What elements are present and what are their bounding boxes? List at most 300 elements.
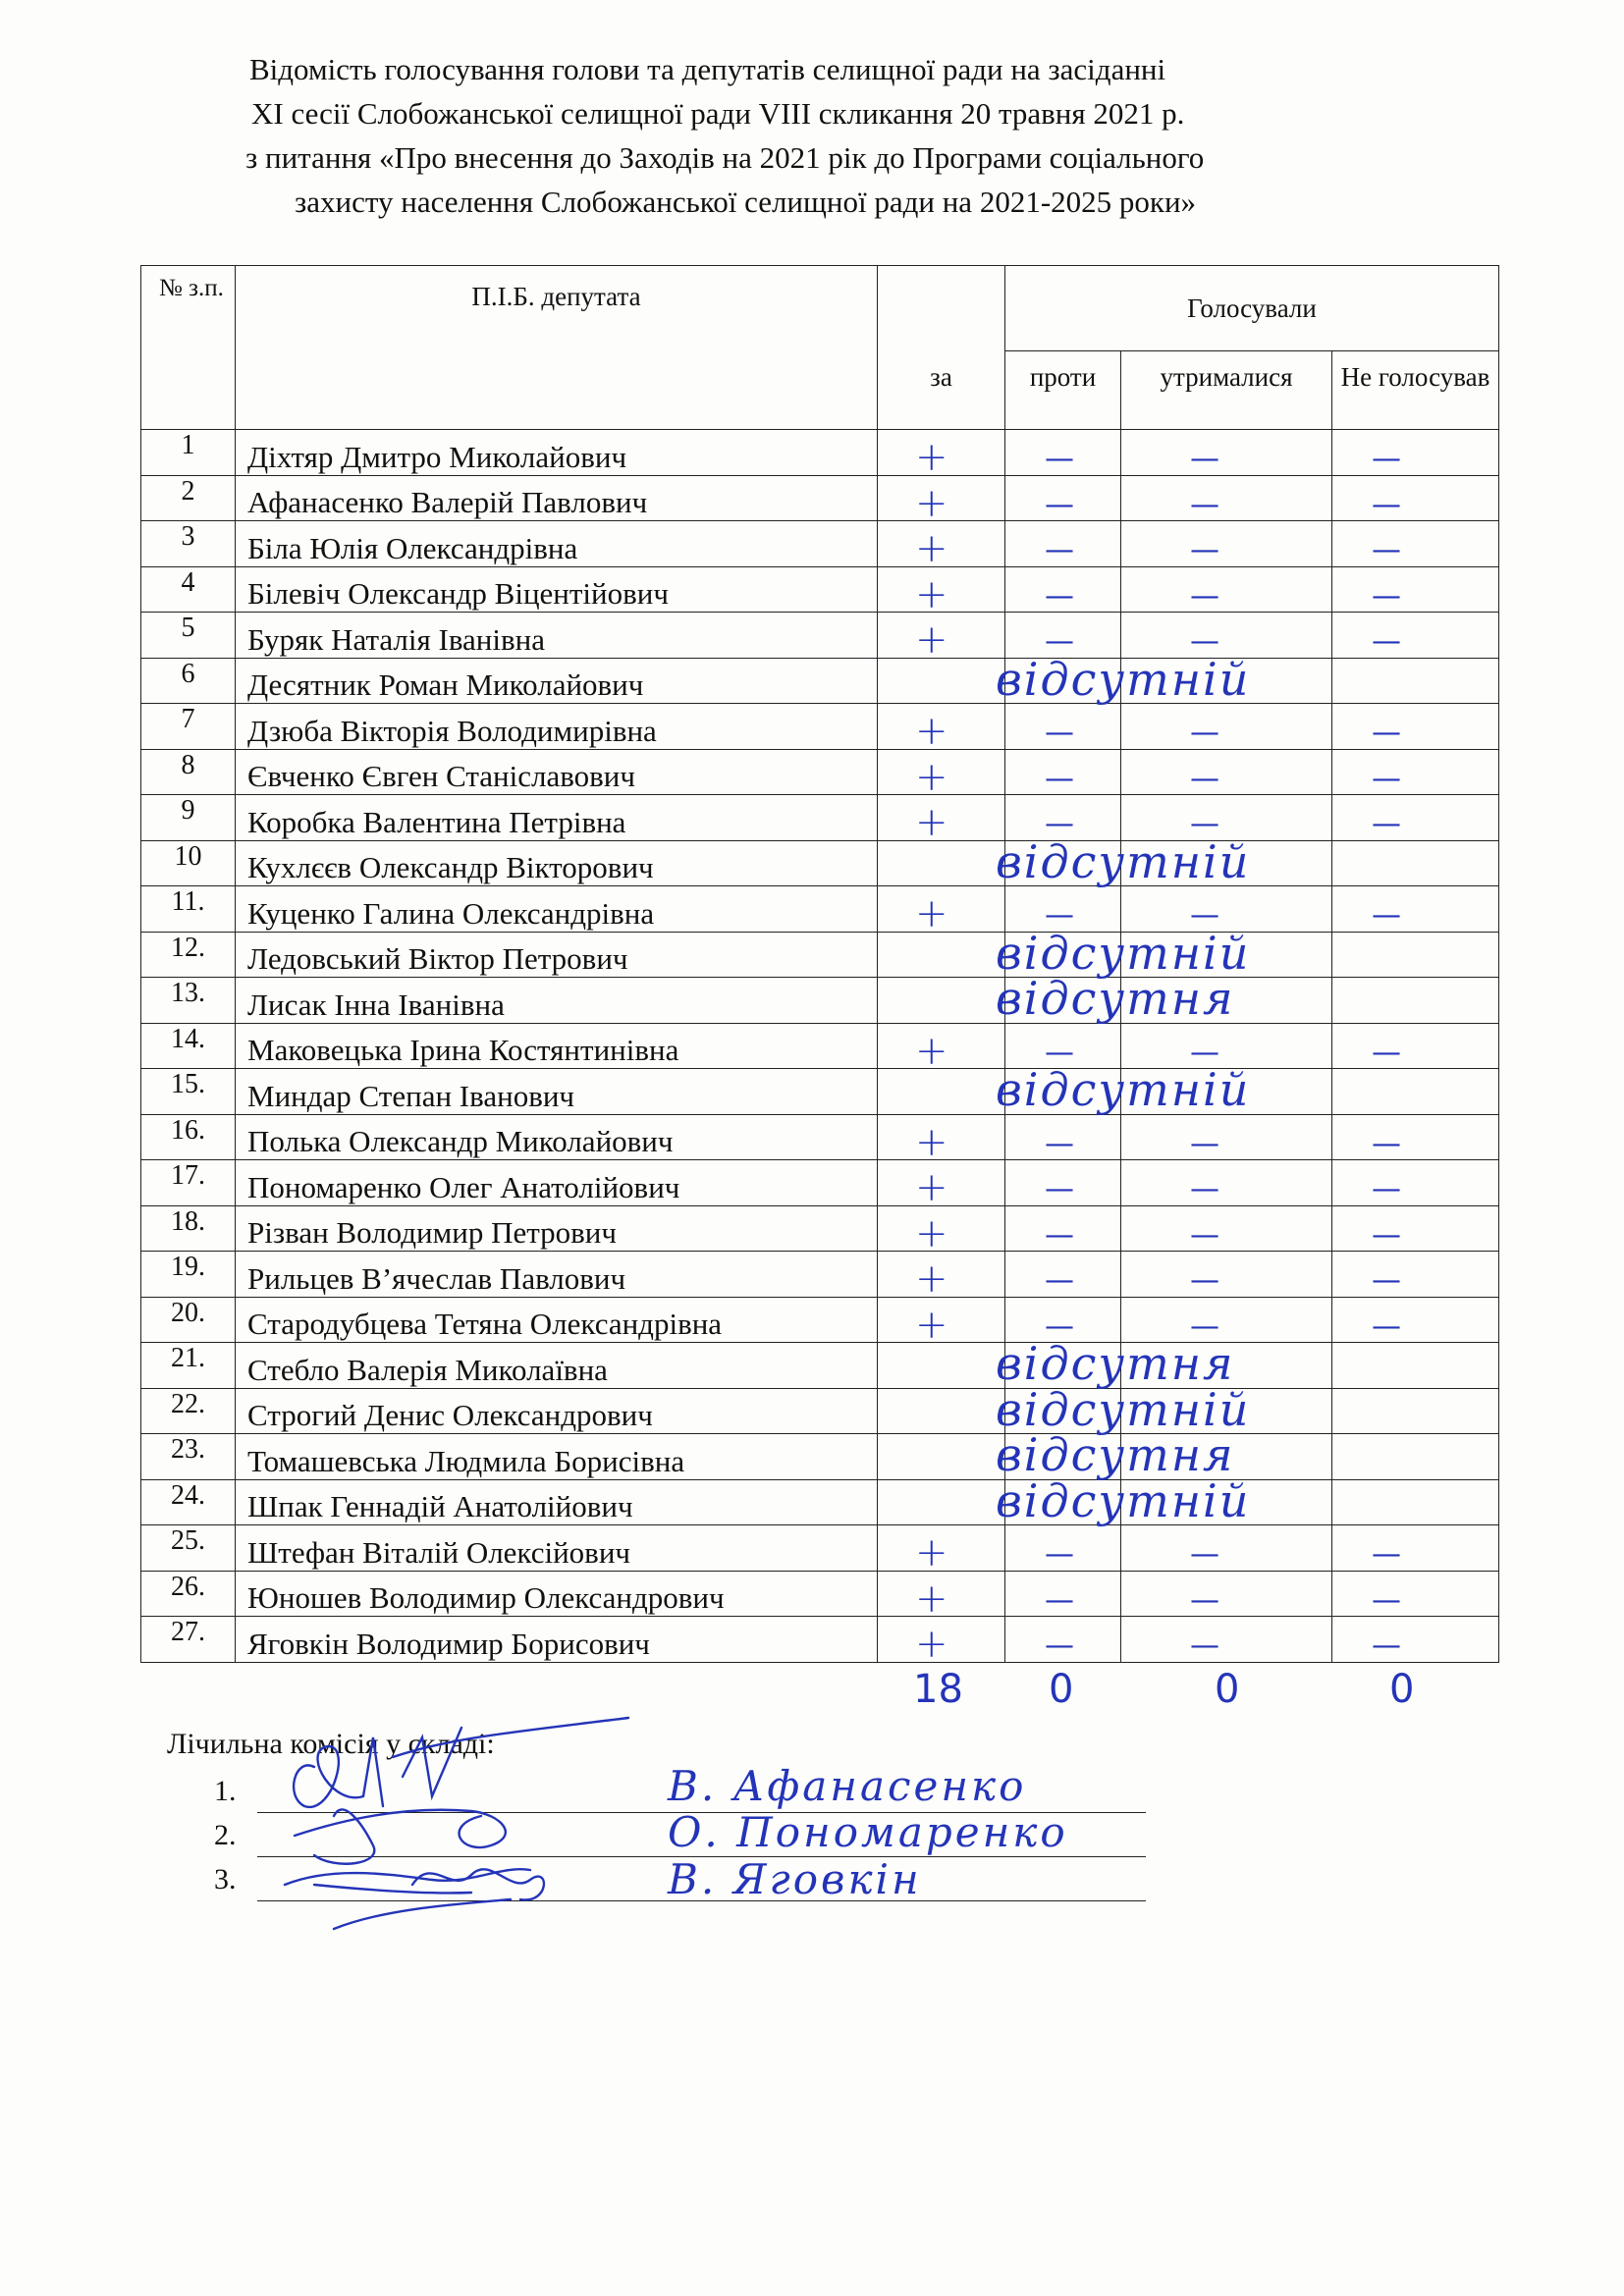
vote-proty-cell: [996, 834, 1251, 888]
vote-utrymalysia-cell: [1121, 704, 1332, 750]
absent-mark: відсутній: [996, 1063, 1251, 1116]
vote-za-cell: [878, 1434, 1005, 1480]
vote-mark: +: [915, 1622, 948, 1667]
vote-za-cell: [878, 1479, 1005, 1525]
vote-ne-holosuvav-cell: [1332, 1343, 1499, 1389]
dash-mark: —: [1372, 898, 1401, 933]
dash-mark: —: [1190, 624, 1219, 659]
vote-mark: +: [915, 754, 948, 800]
vote-utrymalysia-cell: [1121, 1297, 1332, 1343]
vote-utrymalysia-cell: [1121, 566, 1332, 613]
deputy-name: Різван Володимир Петрович: [236, 1205, 878, 1252]
dash-mark: —: [1190, 1537, 1219, 1572]
vote-za-cell: [878, 704, 1005, 754]
dash-mark: —: [1190, 578, 1219, 614]
vote-za-cell: [878, 658, 1005, 704]
title-line: захисту населення Слобожанської селищної ради на 2021-2025 роки»: [295, 185, 1197, 219]
dash-mark: —: [1372, 487, 1401, 522]
vote-ne-holosuvav-cell: [1332, 840, 1499, 886]
vote-proty-cell: [1005, 886, 1121, 933]
dash-mark: —: [1045, 1582, 1074, 1618]
deputy-name: Афанасенко Валерій Павлович: [236, 475, 878, 521]
vote-proty-cell: [1005, 1114, 1121, 1160]
total-proty: 0: [1049, 1667, 1074, 1712]
total-za: 18: [913, 1667, 963, 1712]
vote-utrymalysia-cell: [1121, 932, 1332, 978]
vote-proty-cell: [996, 926, 1251, 980]
vote-utrymalysia-cell: [1121, 1205, 1332, 1252]
title-line: XI сесії Слобожанської селищної ради VIII скликання 20 травня 2021 р.: [251, 96, 1185, 131]
vote-mark: +: [915, 709, 948, 754]
dash-mark: —: [1372, 1172, 1401, 1206]
signature-scribble: [275, 1698, 687, 1983]
dash-mark: —: [1190, 807, 1219, 841]
vote-ne-holosuvav-cell: [1332, 1479, 1499, 1525]
deputy-name: Рильцев В’ячеслав Павлович: [236, 1252, 878, 1298]
dash-mark: —: [1372, 1035, 1401, 1070]
row-number: 10: [141, 840, 236, 886]
dash-mark: —: [1045, 1172, 1074, 1206]
table-row: [141, 932, 1499, 978]
absent-mark: відсутній: [996, 1473, 1251, 1527]
deputy-name: Маковецька Ірина Костянтинівна: [236, 1023, 878, 1069]
absent-mark: відсутня: [996, 1428, 1235, 1481]
vote-proty-cell: [1005, 475, 1121, 521]
deputy-name: Десятник Роман Миколайович: [236, 658, 878, 704]
vote-ne-holosuvav-cell: [1332, 749, 1499, 795]
vote-proty-cell: [1005, 704, 1121, 750]
vote-za-cell: [878, 886, 1005, 936]
vote-za-cell: [878, 978, 1005, 1024]
vote-mark: +: [915, 891, 948, 936]
row-number: 11.: [141, 886, 236, 933]
row-number: 24.: [141, 1479, 236, 1525]
deputy-name: Білевіч Олександр Віцентійович: [236, 566, 878, 613]
vote-proty-cell: [1005, 1205, 1121, 1252]
dash-mark: —: [1190, 1263, 1219, 1298]
document-title: [177, 47, 1512, 224]
deputy-name: Штефан Віталій Олексійович: [236, 1525, 878, 1572]
deputy-name: Кухлєєв Олександр Вікторович: [236, 840, 878, 886]
vote-za-cell: [878, 1343, 1005, 1389]
vote-proty-cell: [996, 1337, 1235, 1390]
vote-ne-holosuvav-cell: [1332, 658, 1499, 704]
vote-ne-holosuvav-cell: [1332, 1069, 1499, 1115]
dash-mark: —: [1372, 1308, 1401, 1344]
table-row: [141, 430, 1499, 476]
commission-member-name: В. Яговкін: [668, 1855, 922, 1903]
signature-stroke: [295, 1810, 506, 1847]
deputy-name: Дзюба Вікторія Володимирівна: [236, 704, 878, 750]
dash-mark: —: [1045, 898, 1074, 933]
row-number: 20.: [141, 1297, 236, 1343]
dash-mark: —: [1372, 578, 1401, 614]
dash-mark: —: [1045, 1537, 1074, 1572]
vote-ne-holosuvav-cell: [1332, 1160, 1499, 1206]
deputy-name: Миндар Степан Іванович: [236, 1069, 878, 1115]
deputy-name: Ледовський Віктор Петрович: [236, 932, 878, 978]
vote-utrymalysia-cell: [1121, 978, 1332, 1024]
row-number: 6: [141, 658, 236, 704]
vote-utrymalysia-cell: [1121, 1571, 1332, 1617]
vote-ne-holosuvav-cell: [1332, 1023, 1499, 1069]
vote-za-cell: [878, 1525, 1005, 1575]
table-row: [141, 1343, 1499, 1389]
absent-mark: відсутній: [996, 652, 1251, 706]
vote-za-cell: [878, 1069, 1005, 1115]
row-number: 7: [141, 704, 236, 750]
deputy-name: Строгий Денис Олександрович: [236, 1388, 878, 1434]
vote-proty-cell: [1005, 1525, 1121, 1572]
deputy-name: Лисак Інна Іванівна: [236, 978, 878, 1024]
row-number: 12.: [141, 932, 236, 978]
commission-num: 2.: [214, 1819, 237, 1851]
dash-mark: —: [1045, 1308, 1074, 1344]
vote-proty-cell: [996, 1473, 1251, 1527]
vote-utrymalysia-cell: [1121, 749, 1332, 795]
dash-mark: —: [1190, 533, 1219, 567]
vote-mark: +: [915, 1575, 948, 1622]
dash-mark: —: [1372, 1263, 1401, 1298]
row-number: 25.: [141, 1525, 236, 1572]
table-row: [141, 1069, 1499, 1115]
vote-ne-holosuvav-cell: [1332, 886, 1499, 933]
table-row: [141, 1525, 1499, 1572]
table-row: [141, 978, 1499, 1024]
vote-utrymalysia-cell: [1121, 475, 1332, 521]
vote-proty-cell: [1005, 566, 1121, 613]
dash-mark: —: [1045, 1035, 1074, 1070]
vote-utrymalysia-cell: [1121, 1160, 1332, 1206]
commission-member-name: О. Пономаренко: [668, 1808, 1068, 1856]
header-proty: проти: [1005, 351, 1121, 430]
table-row: [141, 1160, 1499, 1206]
row-number: 14.: [141, 1023, 236, 1069]
table-row: [141, 1571, 1499, 1617]
deputy-name: Буряк Наталія Іванівна: [236, 613, 878, 659]
dash-mark: —: [1045, 1217, 1074, 1253]
vote-mark: +: [915, 435, 948, 480]
commission-num: 3.: [214, 1863, 237, 1896]
vote-proty-cell: [1005, 1160, 1121, 1206]
table-row: [141, 1252, 1499, 1298]
deputy-name: Коробка Валентина Петрівна: [236, 795, 878, 841]
vote-za-cell: [878, 1205, 1005, 1256]
table-row: [141, 1297, 1499, 1343]
vote-ne-holosuvav-cell: [1332, 1205, 1499, 1252]
vote-utrymalysia-cell: [1121, 1252, 1332, 1298]
dash-mark: —: [1190, 761, 1219, 796]
vote-ne-holosuvav-cell: [1332, 430, 1499, 476]
vote-za-cell: [878, 795, 1005, 845]
row-number: 15.: [141, 1069, 236, 1115]
row-number: 1: [141, 430, 236, 476]
dash-mark: —: [1045, 533, 1074, 567]
vote-proty-cell: [996, 1382, 1251, 1436]
table-row: [141, 1388, 1499, 1434]
dash-mark: —: [1045, 1263, 1074, 1298]
vote-ne-holosuvav-cell: [1332, 704, 1499, 750]
vote-proty-cell: [996, 1063, 1251, 1116]
vote-ne-holosuvav-cell: [1332, 978, 1499, 1024]
vote-utrymalysia-cell: [1121, 1343, 1332, 1389]
vote-utrymalysia-cell: [1121, 1388, 1332, 1434]
vote-proty-cell: [1005, 749, 1121, 795]
deputy-name: Стебло Валерія Миколаївна: [236, 1343, 878, 1389]
dash-mark: —: [1372, 716, 1401, 750]
dash-mark: —: [1190, 898, 1219, 933]
header-name: П.І.Б. депутата: [236, 266, 878, 430]
vote-proty-cell: [1005, 430, 1121, 476]
vote-utrymalysia-cell: [1121, 1069, 1332, 1115]
vote-proty-cell: [1005, 1297, 1121, 1343]
vote-ne-holosuvav-cell: [1332, 932, 1499, 978]
deputy-name: Куценко Галина Олександрівна: [236, 886, 878, 933]
table-row: [141, 840, 1499, 886]
dash-mark: —: [1190, 1582, 1219, 1618]
vote-utrymalysia-cell: [1121, 1434, 1332, 1480]
vote-utrymalysia-cell: [1121, 613, 1332, 659]
table-row: [141, 1617, 1499, 1663]
vote-utrymalysia-cell: [1121, 1525, 1332, 1572]
dash-mark: —: [1372, 1582, 1401, 1618]
table-row: [141, 704, 1499, 750]
header-ne-holosuvav: Не голосував: [1332, 351, 1499, 430]
table-row: [141, 749, 1499, 795]
table-row: [141, 613, 1499, 659]
voting-table: [140, 265, 1499, 1667]
title-line: Відомість голосування голови та депутатів селищної ради на засіданні: [249, 52, 1166, 86]
dash-mark: —: [1190, 1629, 1219, 1663]
deputy-name: Стародубцева Тетяна Олександрівна: [236, 1297, 878, 1343]
header-utrymalysia: утрималися: [1121, 351, 1332, 430]
row-number: 9: [141, 795, 236, 841]
vote-za-cell: [878, 566, 1005, 617]
dash-mark: —: [1372, 807, 1401, 841]
row-number: 22.: [141, 1388, 236, 1434]
vote-ne-holosuvav-cell: [1332, 1571, 1499, 1617]
table-row: [141, 1434, 1499, 1480]
vote-za-cell: [878, 430, 1005, 480]
vote-mark: +: [915, 800, 948, 845]
dash-mark: —: [1372, 1629, 1401, 1663]
vote-mark: +: [915, 1256, 948, 1302]
vote-proty-cell: [1005, 1023, 1121, 1069]
row-number: 17.: [141, 1160, 236, 1206]
dash-mark: —: [1190, 1217, 1219, 1253]
signature-stroke: [294, 1737, 383, 1807]
vote-proty-cell: [996, 652, 1251, 706]
vote-utrymalysia-cell: [1121, 1479, 1332, 1525]
dash-mark: —: [1045, 761, 1074, 796]
commission-member-name: В. Афанасенко: [668, 1762, 1027, 1810]
vote-ne-holosuvav-cell: [1332, 795, 1499, 841]
dash-mark: —: [1045, 578, 1074, 614]
header-blank: [878, 266, 1005, 351]
table-row: [141, 475, 1499, 521]
vote-ne-holosuvav-cell: [1332, 1525, 1499, 1572]
absent-mark: відсутній: [996, 926, 1251, 980]
absent-mark: відсутня: [996, 972, 1235, 1025]
dash-mark: —: [1045, 624, 1074, 659]
total-utrymalysia: 0: [1215, 1667, 1240, 1712]
dash-mark: —: [1190, 442, 1219, 476]
vote-za-cell: [878, 749, 1005, 800]
dash-mark: —: [1372, 442, 1401, 476]
vote-proty-cell: [1005, 1617, 1121, 1663]
vote-za-cell: [878, 1160, 1005, 1210]
signature-stroke: [314, 1885, 471, 1893]
vote-mark: +: [915, 480, 948, 526]
dash-mark: —: [1190, 716, 1219, 750]
vote-za-cell: [878, 1617, 1005, 1667]
vote-ne-holosuvav-cell: [1332, 1388, 1499, 1434]
dash-mark: —: [1045, 807, 1074, 841]
vote-utrymalysia-cell: [1121, 886, 1332, 933]
absent-mark: відсутній: [996, 834, 1251, 888]
dash-mark: —: [1372, 533, 1401, 567]
vote-mark: +: [915, 617, 948, 663]
vote-za-cell: [878, 1388, 1005, 1434]
signature-stroke: [334, 1899, 511, 1929]
dash-mark: —: [1045, 716, 1074, 750]
vote-mark: +: [915, 571, 948, 617]
vote-mark: +: [915, 1530, 948, 1575]
header-voted: Голосували: [1005, 266, 1499, 351]
vote-za-cell: [878, 1297, 1005, 1348]
row-number: 18.: [141, 1205, 236, 1252]
vote-proty-cell: [996, 1428, 1235, 1481]
dash-mark: —: [1372, 624, 1401, 659]
total-ne-holosuvav: 0: [1389, 1667, 1415, 1712]
dash-mark: —: [1372, 1217, 1401, 1253]
vote-ne-holosuvav-cell: [1332, 1114, 1499, 1160]
vote-mark: +: [915, 1028, 948, 1074]
row-number: 13.: [141, 978, 236, 1024]
vote-za-cell: [878, 1571, 1005, 1622]
vote-mark: +: [915, 1165, 948, 1210]
row-number: 27.: [141, 1617, 236, 1663]
vote-ne-holosuvav-cell: [1332, 475, 1499, 521]
deputy-name: Томашевська Людмила Борисівна: [236, 1434, 878, 1480]
vote-proty-cell: [1005, 521, 1121, 567]
dash-mark: —: [1045, 487, 1074, 522]
vote-utrymalysia-cell: [1121, 658, 1332, 704]
vote-ne-holosuvav-cell: [1332, 1297, 1499, 1343]
vote-mark: +: [915, 1302, 948, 1348]
row-number: 5: [141, 613, 236, 659]
vote-ne-holosuvav-cell: [1332, 1434, 1499, 1480]
vote-proty-cell: [1005, 795, 1121, 841]
absent-mark: відсутній: [996, 1382, 1251, 1436]
vote-utrymalysia-cell: [1121, 430, 1332, 476]
table-row: [141, 886, 1499, 933]
deputy-name: Юношев Володимир Олександрович: [236, 1571, 878, 1617]
vote-utrymalysia-cell: [1121, 840, 1332, 886]
table-row: [141, 1205, 1499, 1252]
dash-mark: —: [1045, 1126, 1074, 1161]
header-za: за: [878, 351, 1005, 430]
dash-mark: —: [1045, 442, 1074, 476]
vote-proty-cell: [1005, 1252, 1121, 1298]
vote-za-cell: [878, 521, 1005, 571]
table-row: [141, 658, 1499, 704]
vote-utrymalysia-cell: [1121, 1023, 1332, 1069]
dash-mark: —: [1190, 487, 1219, 522]
deputy-name: Пономаренко Олег Анатолійович: [236, 1160, 878, 1206]
deputy-name: Біла Юлія Олександрівна: [236, 521, 878, 567]
table-row: [141, 1023, 1499, 1069]
dash-mark: —: [1190, 1308, 1219, 1344]
dash-mark: —: [1372, 761, 1401, 796]
dash-mark: —: [1190, 1126, 1219, 1161]
vote-utrymalysia-cell: [1121, 795, 1332, 841]
deputy-name: Євченко Євген Станіславович: [236, 749, 878, 795]
dash-mark: —: [1190, 1035, 1219, 1070]
commission-label: Лічильна комісія у складі:: [167, 1728, 495, 1760]
vote-za-cell: [878, 1023, 1005, 1074]
vote-utrymalysia-cell: [1121, 521, 1332, 567]
row-number: 3: [141, 521, 236, 567]
table-row: [141, 1114, 1499, 1160]
vote-za-cell: [878, 613, 1005, 663]
signature-stroke: [412, 1869, 544, 1899]
dash-mark: —: [1190, 1172, 1219, 1206]
vote-utrymalysia-cell: [1121, 1114, 1332, 1160]
vote-proty-cell: [1005, 1571, 1121, 1617]
vote-za-cell: [878, 1252, 1005, 1302]
deputy-name: Шпак Геннадій Анатолійович: [236, 1479, 878, 1525]
vote-za-cell: [878, 932, 1005, 978]
row-number: 16.: [141, 1114, 236, 1160]
table-row: [141, 795, 1499, 841]
row-number: 2: [141, 475, 236, 521]
deputy-name: Діхтяр Дмитро Миколайович: [236, 430, 878, 476]
row-number: 8: [141, 749, 236, 795]
vote-ne-holosuvav-cell: [1332, 1617, 1499, 1663]
vote-mark: +: [915, 526, 948, 571]
row-number: 21.: [141, 1343, 236, 1389]
deputy-name: Полька Олександр Миколайович: [236, 1114, 878, 1160]
row-number: 23.: [141, 1434, 236, 1480]
dash-mark: —: [1372, 1126, 1401, 1161]
vote-proty-cell: [996, 972, 1235, 1025]
vote-utrymalysia-cell: [1121, 1617, 1332, 1663]
vote-za-cell: [878, 1114, 1005, 1165]
signature-stroke: [403, 1728, 461, 1796]
signature-stroke: [393, 1718, 628, 1757]
row-number: 19.: [141, 1252, 236, 1298]
commission-num: 1.: [214, 1775, 237, 1807]
vote-za-cell: [878, 840, 1005, 886]
vote-mark: +: [915, 1119, 948, 1165]
dash-mark: —: [1045, 1629, 1074, 1663]
vote-proty-cell: [1005, 613, 1121, 659]
vote-ne-holosuvav-cell: [1332, 1252, 1499, 1298]
vote-mark: +: [915, 1210, 948, 1256]
deputy-name: Яговкін Володимир Борисович: [236, 1617, 878, 1663]
vote-ne-holosuvav-cell: [1332, 521, 1499, 567]
vote-ne-holosuvav-cell: [1332, 613, 1499, 659]
row-number: 4: [141, 566, 236, 613]
table-row: [141, 1479, 1499, 1525]
table-row: [141, 521, 1499, 567]
vote-ne-holosuvav-cell: [1332, 566, 1499, 613]
dash-mark: —: [1372, 1537, 1401, 1572]
vote-za-cell: [878, 475, 1005, 526]
absent-mark: відсутня: [996, 1337, 1235, 1390]
header-number: № з.п.: [141, 266, 236, 430]
